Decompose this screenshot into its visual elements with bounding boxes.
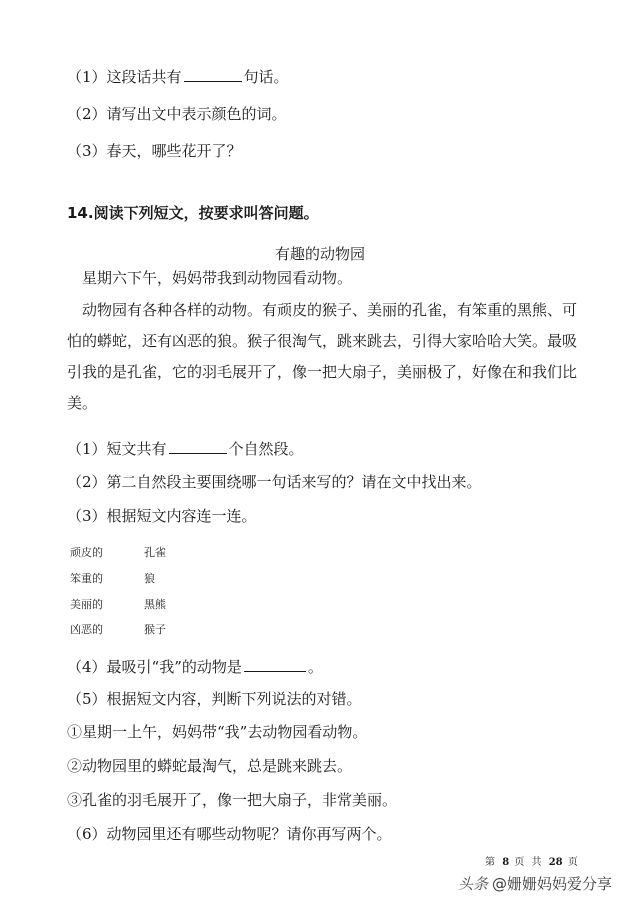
statement-1: ①星期一上午，妈妈带“我”去动物园看动物。: [67, 723, 368, 741]
answer-blank[interactable]: [169, 439, 227, 454]
paragraph-2: 动物园有各种各样的动物。有顽皮的猴子、美丽的孔雀，有笨重的黑熊、可怕的蟒蛇，还有凶恶的狼。猴子很淘气，跳来跳去，引得大家哈哈大笑。最吸引我的是孔雀，它的羽毛展开了，像一把大扇子，美丽极了，好像在和我们比美。: [67, 301, 578, 412]
match-left-item[interactable]: 笨重的: [70, 572, 103, 585]
question-3: （3）春天，哪些花开了？: [67, 142, 242, 160]
answer-blank[interactable]: [184, 67, 242, 82]
match-right-item[interactable]: 黑熊: [144, 598, 166, 611]
sub-question-4-suffix: 。: [307, 658, 323, 676]
match-left-item[interactable]: 顽皮的: [70, 546, 103, 559]
match-left-item[interactable]: 凶恶的: [70, 623, 103, 636]
watermark: [458, 873, 612, 894]
sub-question-5: （5）根据短文内容，判断下列说法的对错。: [67, 690, 362, 708]
section-heading: 14.阅读下列短文，按要求叫答问题。: [67, 204, 319, 222]
sub-question-4: [67, 657, 323, 677]
match-right-item[interactable]: 狼: [144, 572, 155, 585]
footer-prefix: 第: [485, 857, 497, 868]
match-right-item[interactable]: 孔雀: [144, 546, 166, 559]
watermark-text: @姗姗妈妈爱分享: [492, 875, 613, 893]
statement-3: ③孔雀的羽毛展开了，像一把大扇子，非常美丽。: [67, 791, 398, 809]
sub-question-1-text: （1）短文共有: [67, 440, 167, 458]
sub-question-1-suffix: 个自然段。: [228, 440, 304, 458]
watermark-brand: 头条: [458, 875, 489, 893]
sub-question-6: （6）动物园里还有哪些动物呢？请你再写两个。: [67, 825, 392, 843]
sub-question-3: （3）根据短文内容连一连。: [67, 507, 257, 525]
page-footer: [485, 853, 580, 868]
match-right-item[interactable]: 猴子: [144, 623, 166, 636]
answer-blank[interactable]: [244, 657, 306, 672]
footer-mid: 页 共: [514, 857, 544, 868]
article-title: 有趣的动物园: [274, 245, 365, 263]
current-page: 8: [502, 857, 510, 868]
statement-2: ②动物园里的蟒蛇最淘气，总是跳来跳去。: [67, 757, 353, 775]
question-2: （2）请写出文中表示颜色的词。: [67, 105, 287, 123]
question-1-suffix: 句话。: [243, 68, 289, 86]
paragraph-1: 星期六下午，妈妈带我到动物园看动物。: [82, 269, 353, 287]
total-pages: 28: [548, 857, 563, 868]
question-1-text: （1）这段话共有: [67, 68, 182, 86]
question-1: [67, 67, 289, 87]
footer-suffix: 页: [567, 857, 580, 868]
sub-question-4-text: （4）最吸引“我”的动物是: [67, 658, 242, 676]
match-left-item[interactable]: 美丽的: [70, 598, 103, 611]
sub-question-2: （2）第二自然段主要围绕哪一句话来写的？请在文中找出来。: [67, 473, 482, 491]
sub-question-1: [67, 439, 304, 459]
